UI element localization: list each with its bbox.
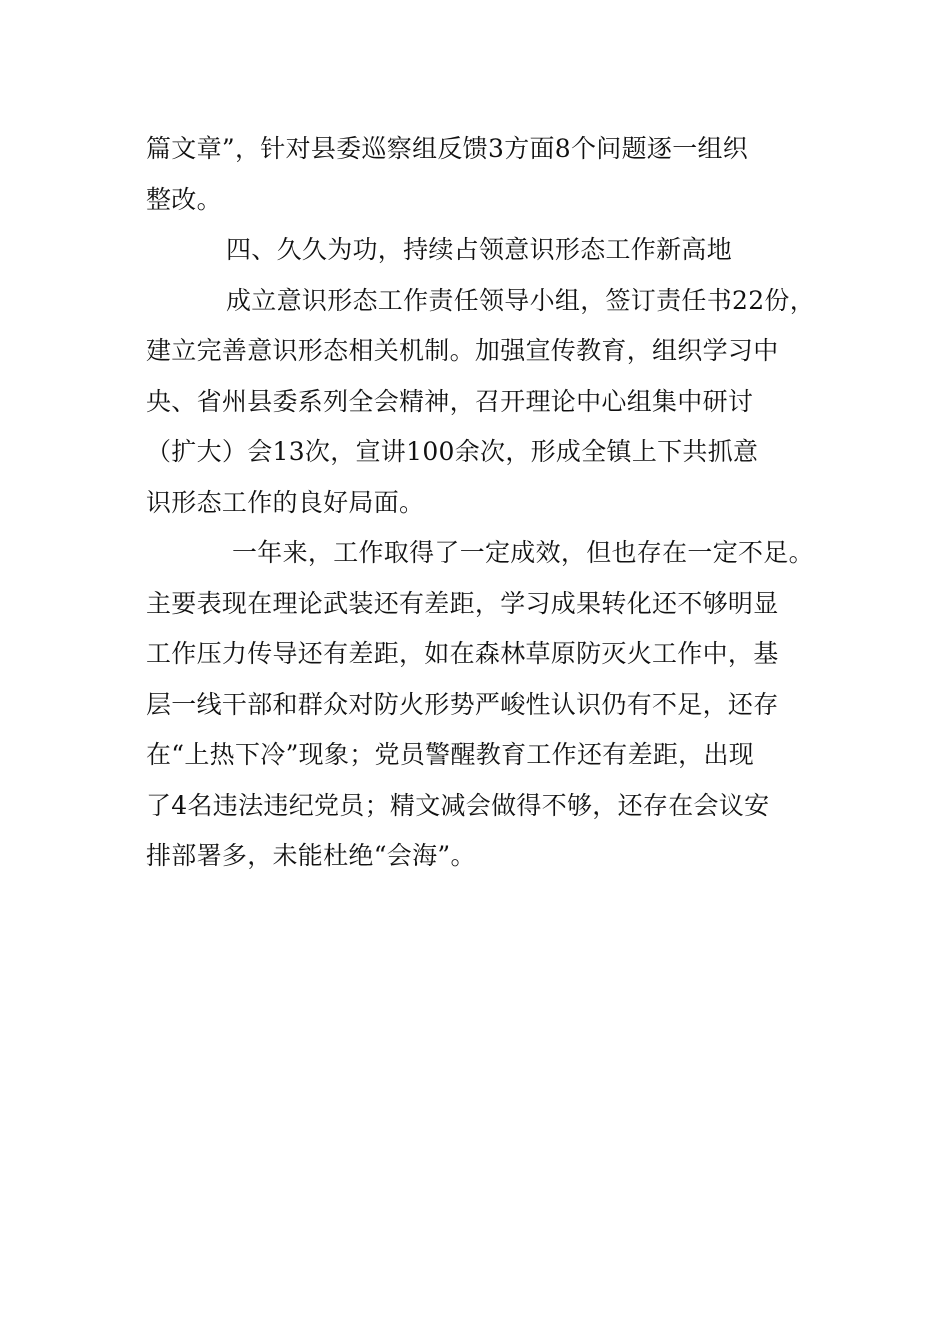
body-line: 在“上热下冷”现象；党员警醒教育工作还有差距，出现 bbox=[146, 740, 755, 769]
section-heading: 四、久久为功，持续占领意识形态工作新高地 bbox=[226, 235, 733, 264]
body-line: 成立意识形态工作责任领导小组，签订责任书22份， bbox=[226, 285, 816, 315]
body-line: 排部署多，未能杜绝“会海”。 bbox=[146, 841, 476, 870]
body-line: 一年来，工作取得了一定成效，但也存在一定不足。 bbox=[232, 538, 814, 567]
document-body bbox=[146, 124, 836, 882]
body-line: 主要表现在理论武装还有差距，学习成果转化还不够明显 bbox=[146, 588, 779, 618]
body-line: 工作压力传导还有差距，如在森林草原防灭火工作中，基 bbox=[146, 639, 779, 668]
body-line: 央、省州县委系列全会精神，召开理论中心组集中研讨 bbox=[146, 386, 754, 416]
body-line: 篇文章”，针对县委巡察组反馈3方面8个问题逐一组织 bbox=[146, 134, 749, 163]
body-line: 层一线干部和群众对防火形势严峻性认识仍有不足，还存 bbox=[146, 689, 779, 719]
body-line: 识形态工作的良好局面。 bbox=[146, 487, 425, 517]
body-line: 了4名违法违纪党员；精文减会做得不够，还存在会议安 bbox=[146, 790, 770, 820]
body-line: 整改。 bbox=[146, 184, 222, 214]
body-line: （扩大）会13次，宣讲100余次，形成全镇上下共抓意 bbox=[146, 437, 759, 466]
body-line: 建立完善意识形态相关机制。加强宣传教育，组织学习中 bbox=[146, 336, 779, 365]
